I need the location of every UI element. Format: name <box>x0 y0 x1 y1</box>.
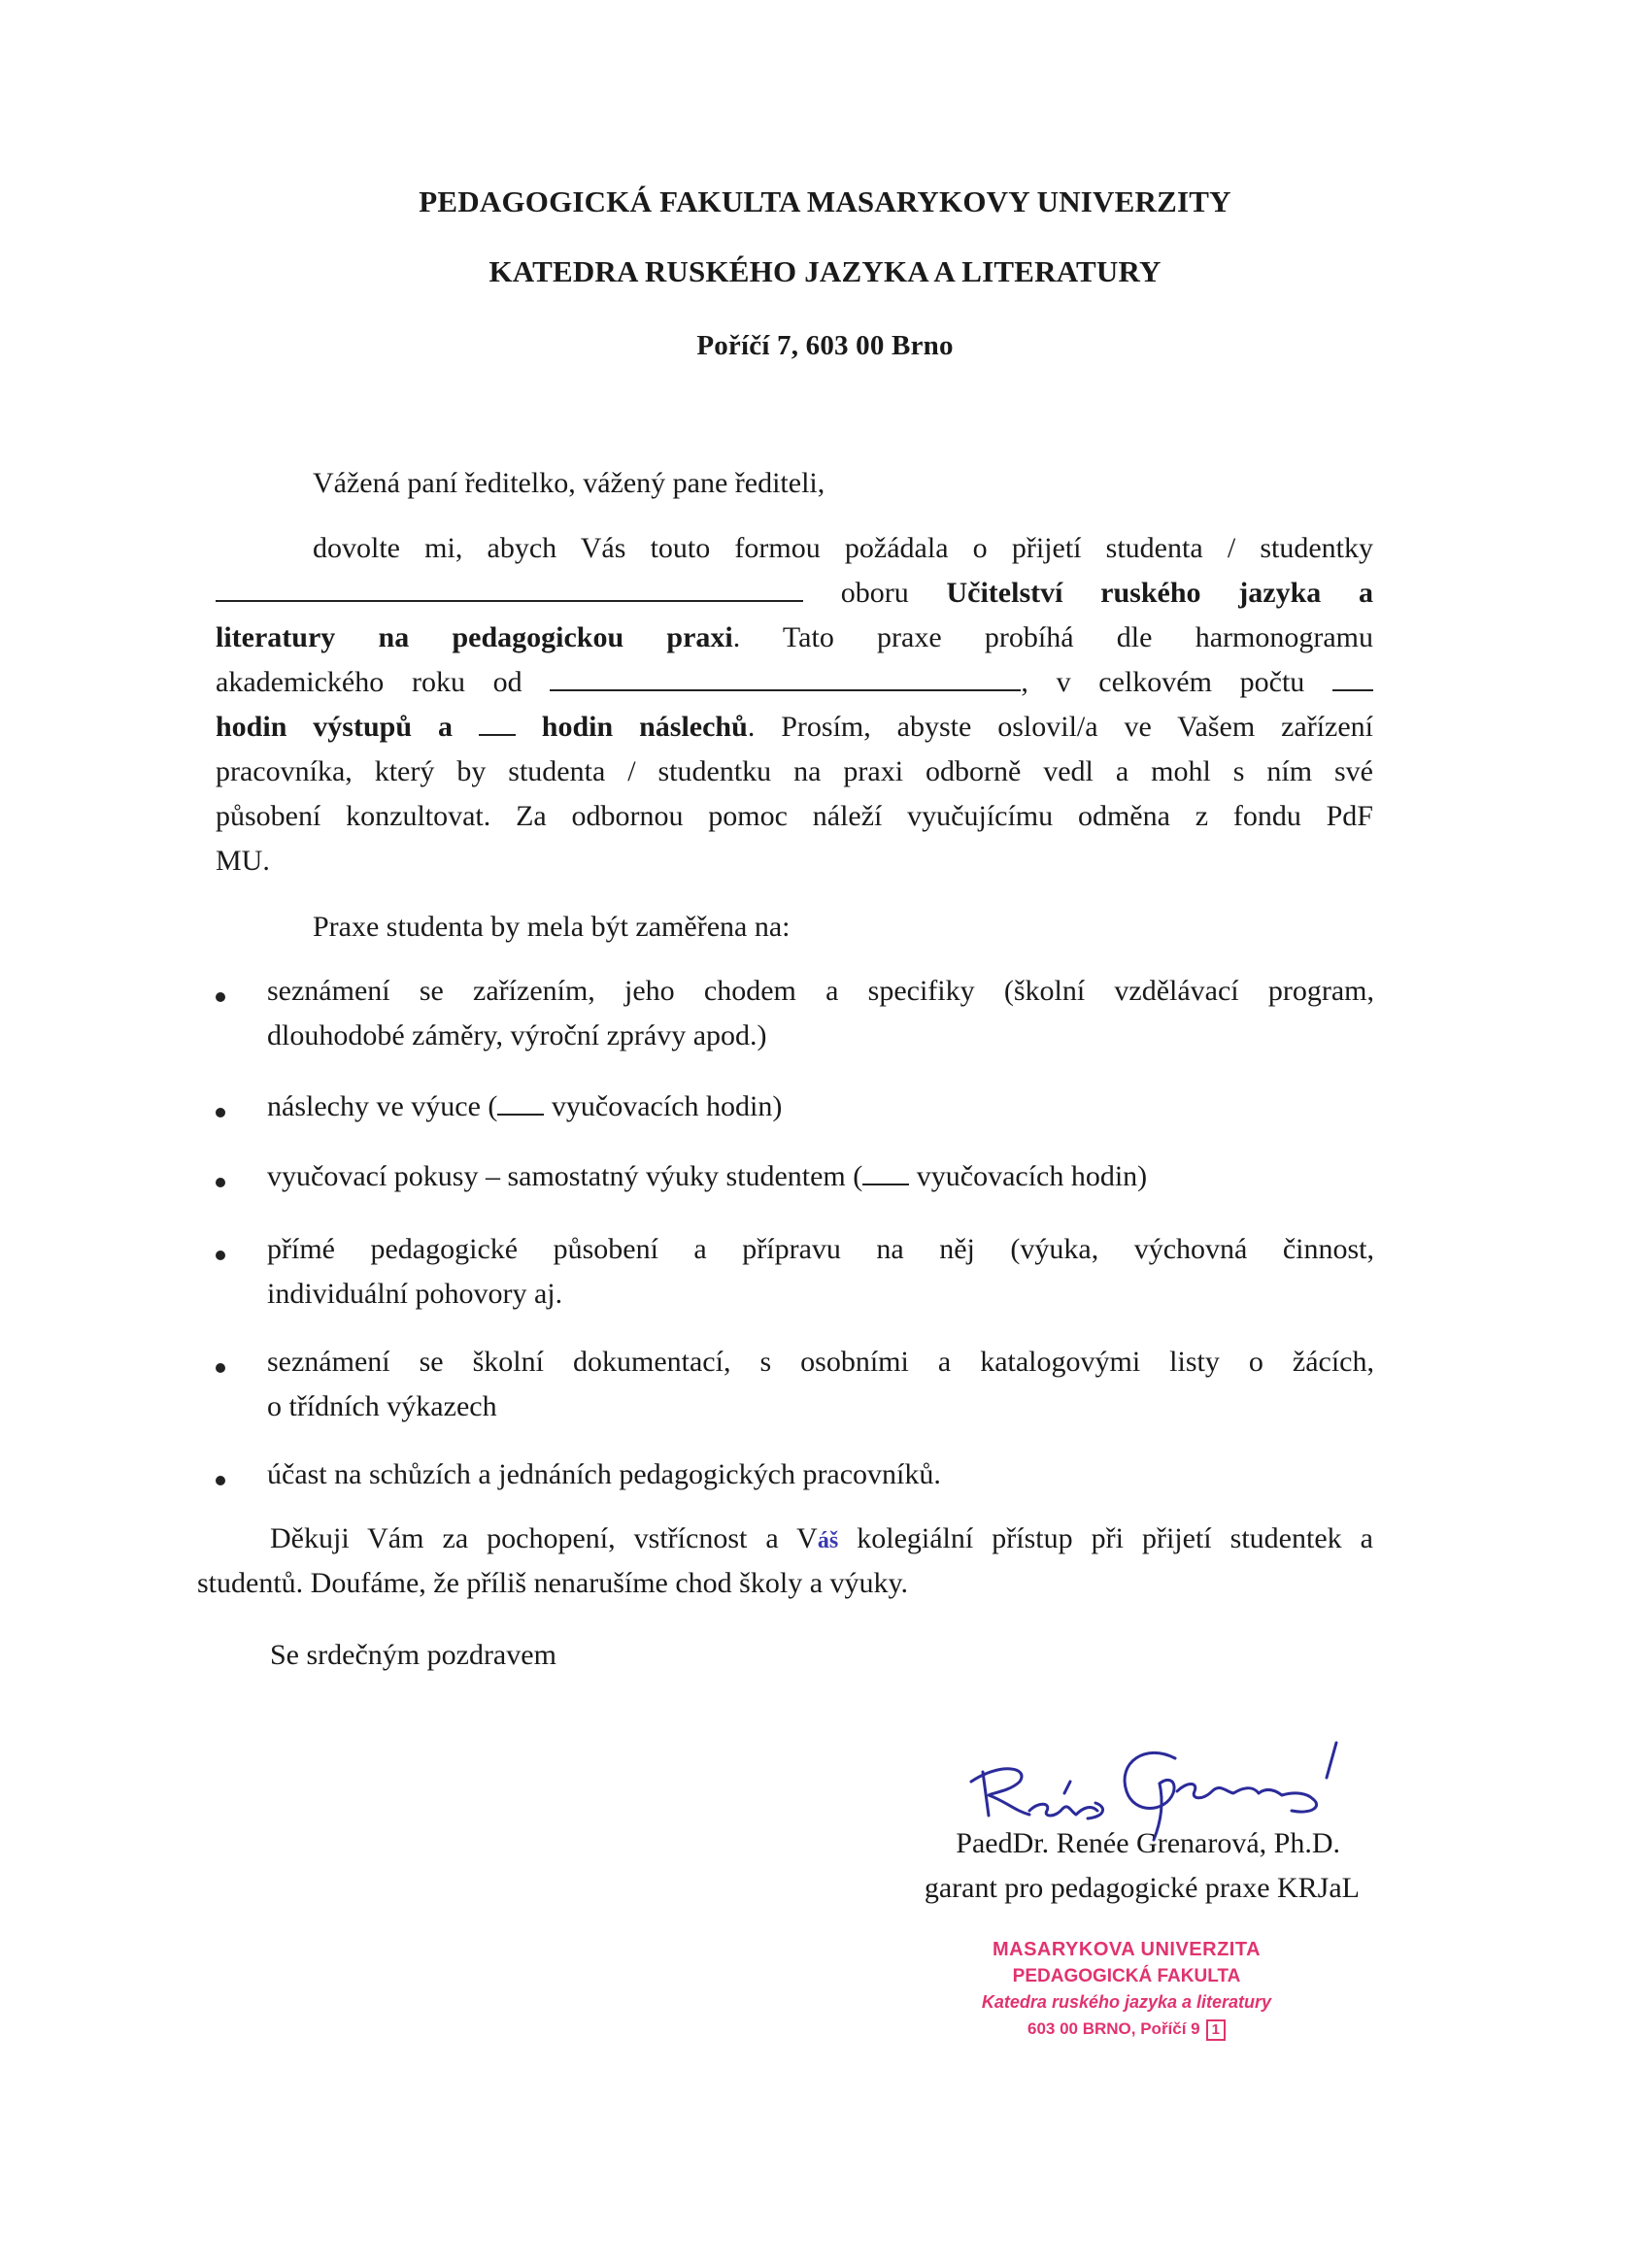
bullet-5-line-1: seznámení se školní dokumentací, s osobními a katalogovými listy o žácích, <box>267 1346 1374 1378</box>
academic-year-blank[interactable] <box>550 664 1021 691</box>
stamp-faculty: PEDAGOGICKÁ FAKULTA <box>1012 1966 1241 1986</box>
closing-line-2: studentů. Doufáme, že příliš nenarušíme chod školy a výuky. <box>197 1567 909 1599</box>
bullet-dot <box>216 1363 225 1373</box>
stamp-department: Katedra ruského jazyka a literatury <box>981 1992 1272 2012</box>
signatory-role: garant pro pedagogické praxe KRJaL <box>924 1872 1360 1904</box>
closing-line-1-text: Děkuji Vám za pochopení, vstřícnost a V <box>270 1522 818 1554</box>
hours-total-blank[interactable] <box>1332 664 1373 691</box>
bullet-2-suffix: vyučovacích hodin) <box>544 1090 783 1122</box>
closing-line-1 <box>270 1517 1373 1563</box>
bullet-2 <box>267 1084 782 1129</box>
bullet-5-line-2: o třídních výkazech <box>267 1390 497 1422</box>
body-line-5-text: . Prosím, abyste oslovil/a ve Vašem zařízení <box>747 711 1374 743</box>
bullet-2-text: náslechy ve výuce ( <box>267 1090 498 1122</box>
body-line-6: pracovníka, který by studenta / studentku na praxi odborně vedl a mohl s ním své <box>216 755 1373 787</box>
bullet-dot <box>216 1178 225 1187</box>
body-line-7: působení konzultovat. Za odbornou pomoc náleží vyučujícímu odměna z fondu PdF <box>216 800 1373 832</box>
closing-line-1-stamp: áš <box>817 1528 839 1553</box>
practice-title: literatury na pedagogickou praxi <box>216 621 733 653</box>
body-line-4-text: akademického roku od <box>216 666 522 698</box>
body-line-4 <box>216 660 1373 705</box>
stamp-university: MASARYKOVA UNIVERZITA <box>992 1939 1262 1960</box>
bullet-1-line-1: seznámení se zařízením, jeho chodem a specifiky (školní vzdělávací program, <box>267 975 1374 1007</box>
body-line-3-text: . Tato praxe probíhá dle harmonogramu <box>732 621 1373 653</box>
bullet-3 <box>267 1154 1147 1199</box>
bullet-4-line-1: přímé pedagogické působení a přípravu na něj (výuka, výchovná činnost, <box>267 1233 1374 1265</box>
faculty-heading: PEDAGOGICKÁ FAKULTA MASARYKOVY UNIVERZITY <box>419 184 1231 218</box>
department-heading: KATEDRA RUSKÉHO JAZYKA A LITERATURY <box>488 254 1162 288</box>
stamp-number-box: 1 <box>1206 2019 1226 2041</box>
greeting: Se srdečným pozdravem <box>270 1639 556 1671</box>
teaching-hours-label: hodin výstupů a <box>216 711 453 743</box>
bullet-dot <box>216 992 225 1002</box>
body-line-8: MU. <box>216 845 270 877</box>
closing-line-1-rest: kolegiální přístup při přijetí studentek a <box>838 1522 1373 1554</box>
teaching-count-blank[interactable] <box>862 1158 909 1185</box>
observation-hours-blank[interactable] <box>479 709 516 736</box>
bullet-6: účast na schůzích a jednáních pedagogických pracovníků. <box>267 1458 941 1490</box>
stamp-address-text: 603 00 BRNO, Poříčí 9 <box>1027 2019 1200 2038</box>
bullet-1-line-2: dlouhodobé záměry, výroční zprávy apod.) <box>267 1019 767 1051</box>
body-line-5 <box>216 705 1373 750</box>
body-line-2 <box>216 571 1373 616</box>
bullet-3-text: vyučovací pokusy – samostatný výuky studentem ( <box>267 1160 863 1192</box>
body-line-1: dovolte mi, abych Vás touto formou požádala o přijetí studenta / studentky <box>313 532 1373 564</box>
body-line-2-text: oboru <box>840 577 947 609</box>
department-stamp <box>913 1937 1340 2042</box>
bullet-dot <box>216 1108 225 1117</box>
bullet-3-suffix: vyučovacích hodin) <box>909 1160 1148 1192</box>
body-line-4-mid: , v celkovém počtu <box>1021 666 1305 698</box>
observation-count-blank[interactable] <box>497 1088 544 1116</box>
signatory-name: PaedDr. Renée Grenarová, Ph.D. <box>956 1827 1340 1859</box>
study-program: Učitelství ruského jazyka a <box>946 577 1374 609</box>
observation-hours-label: hodin náslechů <box>541 711 748 743</box>
salutation: Vážená paní ředitelko, vážený pane řediteli, <box>313 467 825 499</box>
address-heading: Poříčí 7, 603 00 Brno <box>696 330 954 361</box>
focus-intro: Praxe studenta by mela být zaměřena na: <box>313 911 791 943</box>
bullet-4-line-2: individuální pohovory aj. <box>267 1278 563 1310</box>
body-line-3 <box>216 616 1373 660</box>
bullet-dot <box>216 1251 225 1260</box>
stamp-address <box>913 2016 1340 2042</box>
bullet-dot <box>216 1476 225 1485</box>
student-name-blank[interactable] <box>216 575 803 602</box>
